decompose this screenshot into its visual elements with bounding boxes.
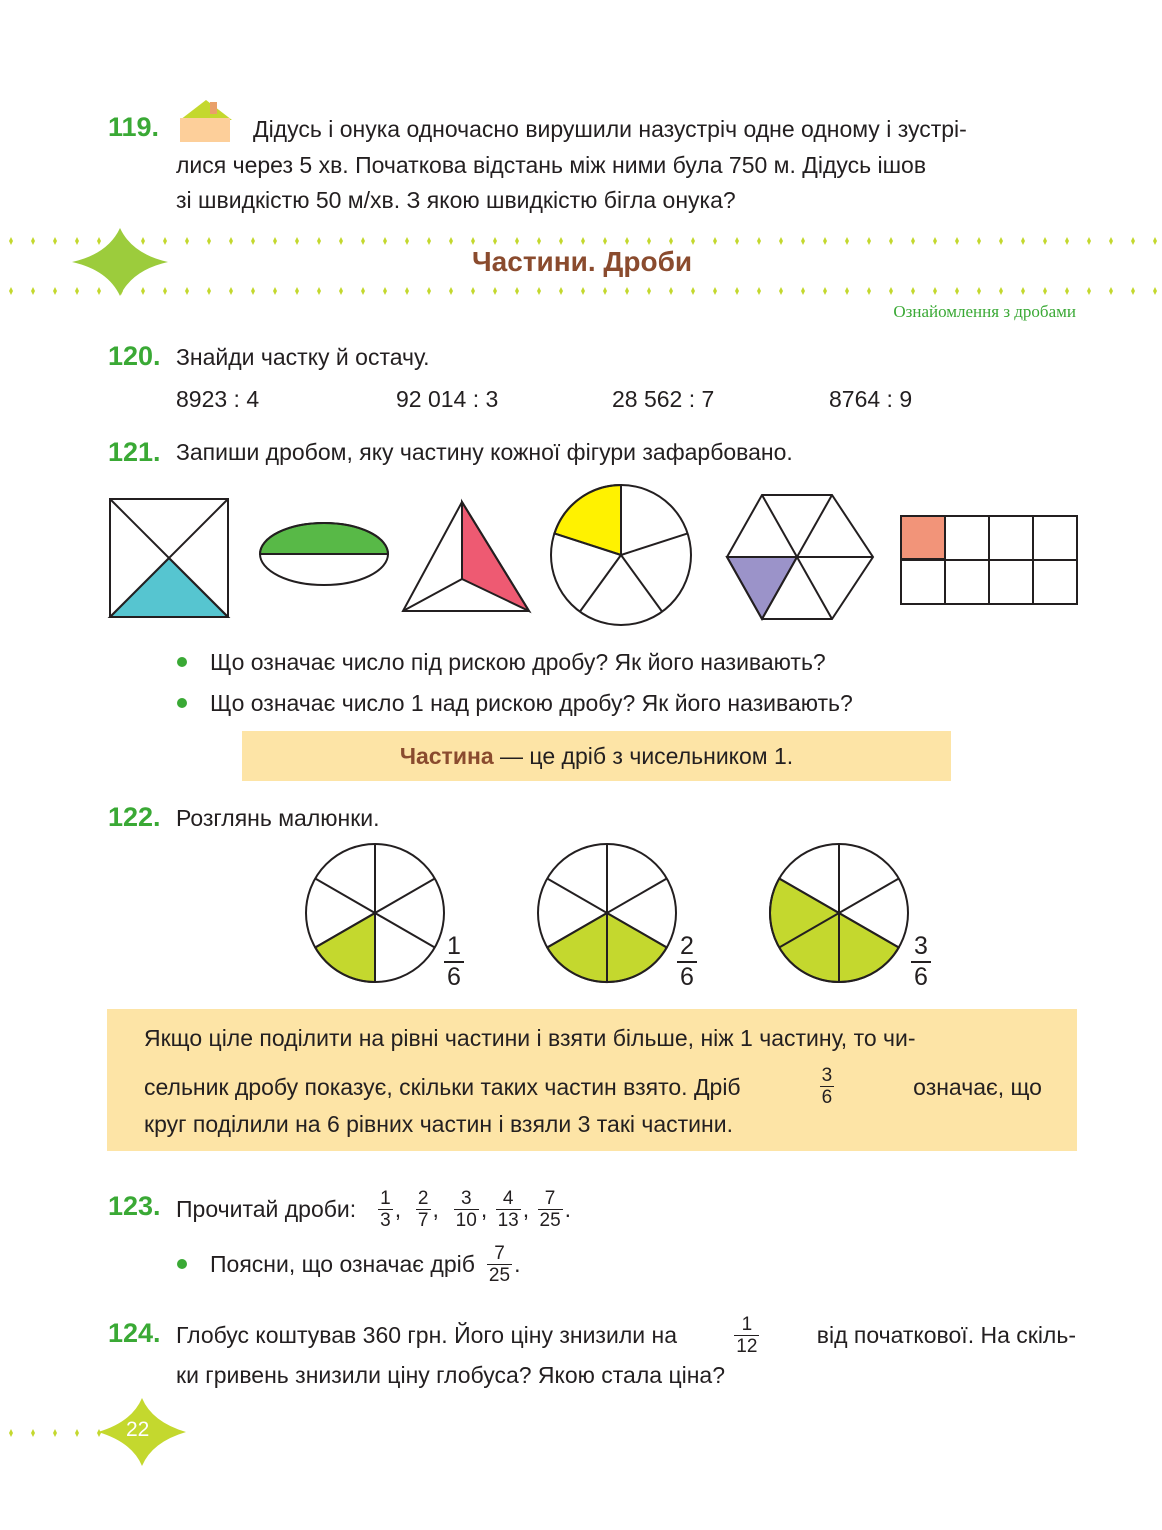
shapes-figures — [100, 480, 1090, 636]
exercise-120-task: Знайди частку й остачу. — [176, 344, 430, 370]
grid-figure — [901, 516, 1077, 604]
note-fraction: $\frac{3}{6}$ — [821, 1065, 833, 1108]
house-icon — [176, 96, 234, 144]
rule-term: Частина — [399, 743, 494, 769]
fraction-2-7: $\frac{2}{7}$ — [417, 1187, 429, 1231]
triangle-figure — [403, 502, 529, 611]
division-item-2: 92 014 : 3 — [396, 386, 499, 412]
circle-two-sixths — [538, 844, 676, 982]
exercise-119-line1: Дідусь і онука одночасно вирушили назустріч одне одному і зустрі- — [253, 116, 967, 142]
exercise-number-119: 119. — [108, 112, 160, 142]
footer-dot-line — [0, 1428, 110, 1438]
star-ornament-icon — [70, 226, 170, 298]
note-line-2 — [144, 1066, 1042, 1107]
fraction-4-13: $\frac{4}{13}$ — [497, 1187, 519, 1231]
circle-fraction-label-2: 2 6 — [677, 934, 697, 990]
circle-fraction-label-3: 3 6 — [911, 934, 931, 990]
ellipse-figure — [260, 523, 388, 585]
bullet-1 — [177, 657, 187, 667]
section-title: Частини. Дроби — [472, 246, 693, 277]
division-item-3: 28 562 : 7 — [612, 386, 715, 412]
bullet-2 — [177, 698, 187, 708]
note-line-2-start: сельник дробу показує, скільки таких частин взято. Дріб — [144, 1073, 741, 1100]
exercise-123-line: Прочитай дроби: $\frac{1}{3}$ , $\frac{2}{7}$ , $\frac{3}{10}$ , $\frac{4}{13}$ , $\frac{7}{25}$ . — [176, 1187, 572, 1231]
bullet-3 — [177, 1259, 187, 1269]
exercise-number-121: 121. — [108, 437, 161, 467]
exercise-119-line2: лися через 5 хв. Початкова відстань між ними була 750 м. Дідусь ішов — [176, 152, 927, 178]
question-bullet-1: Що означає число під рискою дробу? Як його називають? — [210, 649, 826, 675]
fraction-3-10: $\frac{3}{10}$ — [455, 1187, 477, 1231]
fraction-1-3: $\frac{1}{3}$ — [380, 1187, 391, 1231]
exercise-124-line1-start: Глобус коштував 360 грн. Його ціну знизили на — [176, 1322, 677, 1348]
decorative-dot-line-bottom — [0, 286, 1162, 296]
circle-fraction-label-1: 1 6 — [444, 934, 464, 990]
division-item-4: 8764 : 9 — [829, 386, 913, 412]
exercise-123-task: Прочитай дроби: — [176, 1196, 357, 1222]
fraction-7-25: $\frac{7}{25}$ — [539, 1187, 561, 1231]
page-number: 22 — [126, 1418, 150, 1441]
circle-five-parts-figure — [551, 485, 691, 625]
exercise-124-line1-end: від початкової. На скіль- — [816, 1322, 1076, 1348]
square-figure — [110, 499, 228, 617]
exercise-123-bullet-text: Поясни, що означає дріб — [210, 1251, 475, 1277]
rule-text: — це дріб з чисельником 1. — [493, 743, 794, 769]
exercise-119-line3: зі швидкістю 50 м/хв. З якою швидкістю бігла онука? — [176, 187, 736, 213]
exercise-123-bullet: Поясни, що означає дріб $\frac{7}{25}$ . — [210, 1242, 521, 1286]
circle-three-sixths — [770, 844, 908, 982]
question-bullet-2: Що означає число 1 над рискою дробу? Як його називають? — [210, 690, 853, 716]
exercise-number-122: 122. — [108, 802, 161, 832]
circle-one-sixth — [306, 844, 444, 982]
exercise-124-line2: ки гривень знизили ціну глобуса? Якою стала ціна? — [176, 1362, 726, 1388]
exercise-number-123: 123. — [108, 1191, 161, 1221]
note-line-2-end: означає, що — [913, 1073, 1042, 1100]
exercise-121-task: Запиши дробом, яку частину кожної фігури зафарбовано. — [176, 439, 793, 465]
fraction-circles — [300, 840, 920, 990]
note-line-3: круг поділили на 6 рівних частин і взяли 3 такі частини. — [144, 1111, 733, 1137]
hexagon-figure — [727, 495, 873, 619]
fraction-1-12: $\frac{1}{12}$ — [736, 1313, 758, 1357]
rule-box — [242, 731, 951, 781]
bullet-fraction-7-25: $\frac{7}{25}$ — [488, 1242, 511, 1286]
division-item-1: 8923 : 4 — [176, 386, 260, 412]
exercise-number-124: 124. — [108, 1318, 161, 1348]
fraction-note-box — [107, 1009, 1077, 1151]
exercise-122-task: Розглянь малюнки. — [176, 805, 380, 831]
exercise-number-120: 120. — [108, 341, 161, 371]
exercise-124-line1 — [176, 1315, 1076, 1355]
note-line-1: Якщо ціле поділити на рівні частини і взяти більше, ніж 1 частину, то чи- — [144, 1025, 916, 1051]
decorative-dot-line-top — [0, 236, 1162, 246]
section-subtitle: Ознайомлення з дробами — [893, 302, 1076, 321]
